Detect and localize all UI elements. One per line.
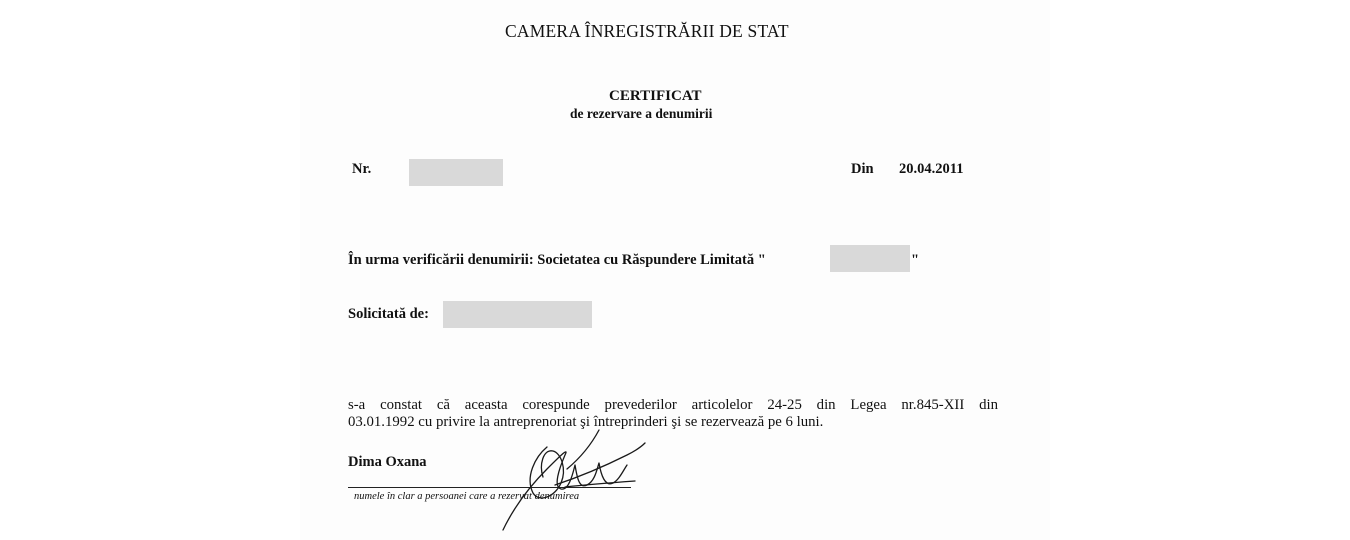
document-title: CERTIFICAT: [609, 88, 702, 104]
body-line-2: 03.01.1992 cu privire la antreprenoriat şi întreprinderi şi se rezervează pe 6 luni.: [348, 414, 824, 430]
signer-name: Dima Oxana: [348, 454, 427, 470]
redacted-company-name: [830, 245, 910, 272]
document-subtitle: de rezervare a denumirii: [570, 106, 713, 121]
body-paragraph: [348, 397, 998, 431]
agency-name: CAMERA ÎNREGISTRĂRII DE STAT: [505, 21, 789, 41]
verification-statement: În urma verificării denumirii: Societatea cu Răspundere Limitată ": [348, 252, 766, 268]
issue-date: 20.04.2011: [899, 161, 964, 177]
requester-label: Solicitată de:: [348, 306, 429, 322]
handwritten-signature: [495, 425, 655, 535]
signature-caption: numele în clar a persoanei care a rezervat denumirea: [354, 491, 580, 502]
number-label: Nr.: [352, 161, 372, 177]
date-label: Din: [851, 161, 874, 177]
closing-quote: ": [911, 252, 920, 268]
body-line-1: s-a constat că aceasta corespunde prevederilor articolelor 24-25 din Legea nr.845-XII din: [348, 397, 998, 413]
redacted-requester: [443, 301, 592, 328]
redacted-number: [409, 159, 503, 186]
